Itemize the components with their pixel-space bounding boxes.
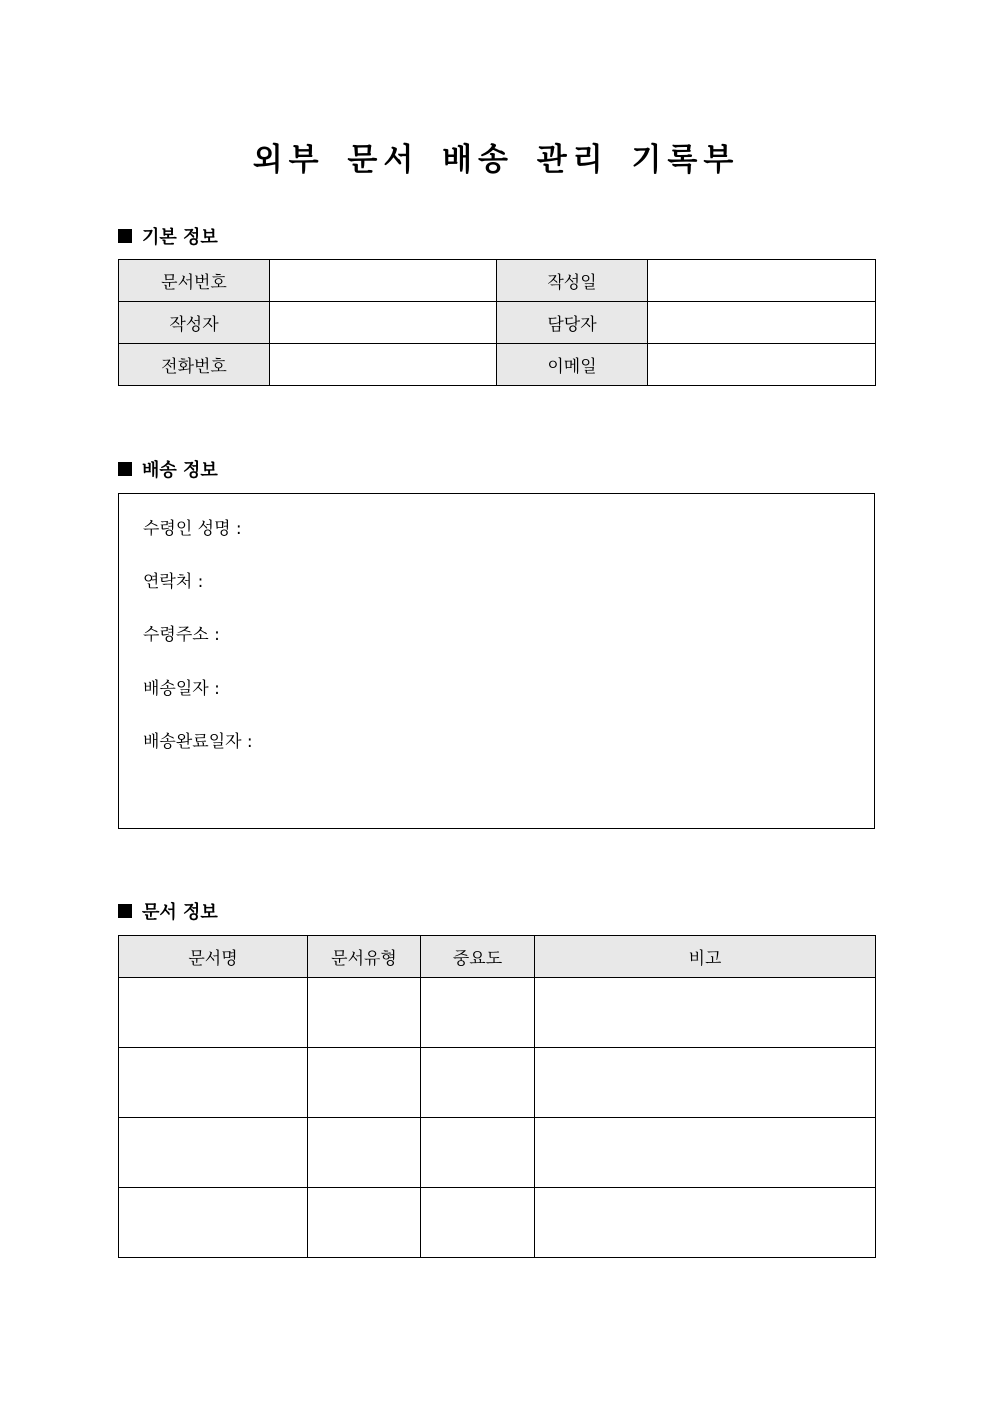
document-type-cell[interactable] — [308, 1188, 421, 1258]
importance-cell[interactable] — [421, 1188, 535, 1258]
remarks-cell[interactable] — [535, 1048, 876, 1118]
table-header-row — [119, 936, 876, 978]
table-row — [119, 1048, 876, 1118]
author-field[interactable] — [270, 302, 497, 344]
section-heading-label: 배송 정보 — [142, 460, 218, 481]
document-type-cell[interactable] — [308, 1048, 421, 1118]
document-info-table — [118, 935, 876, 1258]
section-heading-basic — [118, 223, 218, 249]
email-field[interactable] — [648, 344, 876, 386]
section-heading-delivery — [118, 456, 218, 482]
document-name-cell[interactable] — [119, 1048, 308, 1118]
importance-cell[interactable] — [421, 1048, 535, 1118]
recipient-address-field[interactable]: 수령주소 : — [143, 625, 220, 645]
section-heading-documents — [118, 898, 218, 924]
document-name-cell[interactable] — [119, 1118, 308, 1188]
column-header-document-name: 문서명 — [119, 936, 308, 978]
delivery-complete-date-field[interactable]: 배송완료일자 : — [143, 732, 253, 752]
importance-cell[interactable] — [421, 978, 535, 1048]
column-header-document-type: 문서유형 — [308, 936, 421, 978]
table-row — [119, 978, 876, 1048]
black-square-icon — [118, 229, 132, 243]
contact-field[interactable]: 연락처 : — [143, 572, 204, 592]
phone-field[interactable] — [270, 344, 497, 386]
table-row — [119, 260, 876, 302]
column-header-importance: 중요도 — [421, 936, 535, 978]
section-heading-label: 기본 정보 — [142, 227, 218, 248]
phone-label: 전화번호 — [119, 344, 270, 386]
remarks-cell[interactable] — [535, 1188, 876, 1258]
black-square-icon — [118, 904, 132, 918]
document-name-cell[interactable] — [119, 1188, 308, 1258]
manager-field[interactable] — [648, 302, 876, 344]
delivery-date-field[interactable]: 배송일자 : — [143, 679, 220, 699]
created-date-field[interactable] — [648, 260, 876, 302]
document-name-cell[interactable] — [119, 978, 308, 1048]
table-row — [119, 302, 876, 344]
black-square-icon — [118, 462, 132, 476]
column-header-remarks: 비고 — [535, 936, 876, 978]
recipient-name-field[interactable]: 수령인 성명 : — [143, 519, 242, 539]
table-row — [119, 1188, 876, 1258]
remarks-cell[interactable] — [535, 978, 876, 1048]
table-row — [119, 1118, 876, 1188]
table-row — [119, 344, 876, 386]
manager-label: 담당자 — [497, 302, 648, 344]
importance-cell[interactable] — [421, 1118, 535, 1188]
basic-info-table — [118, 259, 876, 386]
delivery-info-box — [118, 493, 875, 829]
section-heading-label: 문서 정보 — [142, 902, 218, 923]
author-label: 작성자 — [119, 302, 270, 344]
remarks-cell[interactable] — [535, 1118, 876, 1188]
document-type-cell[interactable] — [308, 978, 421, 1048]
created-date-label: 작성일 — [497, 260, 648, 302]
document-number-label: 문서번호 — [119, 260, 270, 302]
document-type-cell[interactable] — [308, 1118, 421, 1188]
page-title: 외부 문서 배송 관리 기록부 — [252, 142, 740, 178]
email-label: 이메일 — [497, 344, 648, 386]
document-number-field[interactable] — [270, 260, 497, 302]
